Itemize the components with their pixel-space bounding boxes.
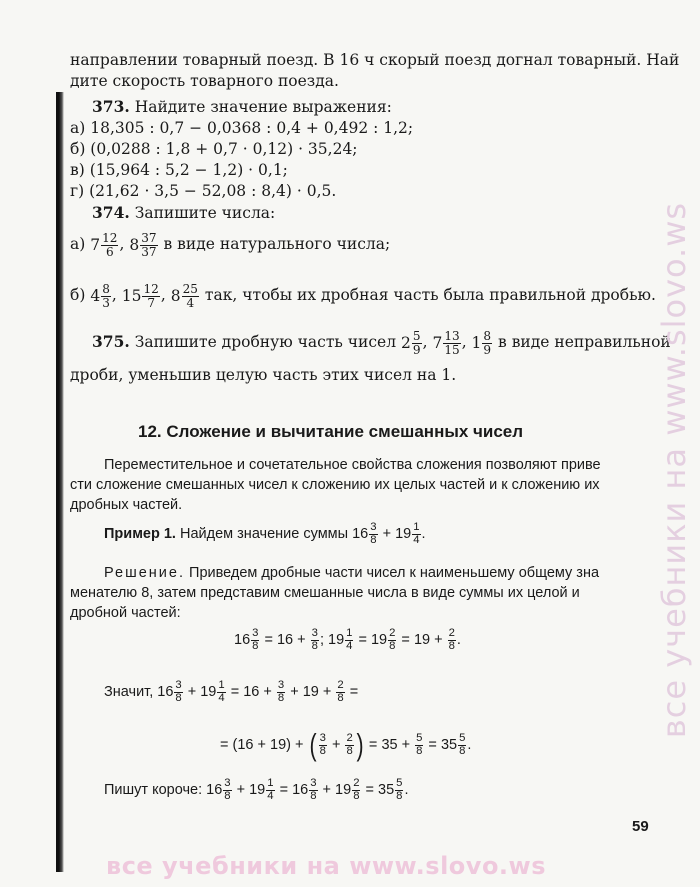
formula-4: Пишут короче: 16 $\frac{3}{8}$ + 19 $\frac{1}{4}$ = 16 $\frac{3}{8}$ + 19 $\frac{2}{8}$ = 35 $\frac{5}{8}$ . (104, 777, 409, 802)
section-title: 12. Сложение и вычитание смешанных чисел (138, 422, 524, 441)
problem-373-heading (92, 97, 392, 117)
problem-title: Найдите значение выражения: (134, 98, 392, 116)
problem-text: в виде неправильной (498, 333, 671, 352)
page-number: 59 (632, 818, 649, 835)
problem-title: Запишите дробную часть чисел (134, 333, 397, 352)
item-label: б) (70, 286, 86, 305)
formula-2: Значит, 16 $\frac{3}{8}$ + 19 $\frac{1}{4}$ = 16 + $\frac{3}{8}$ + 19 + $\frac{2}{8}$ = (104, 679, 359, 704)
example-label: Пример 1. (104, 526, 176, 543)
problem-375-line2: дроби, уменьшив целую часть этих чисел на 1. (70, 366, 457, 384)
solution-line: менателю 8, затем представим смешанные числа в виде суммы их целой и (70, 585, 580, 601)
problem-375: 375. Запишите дробную часть чисел 2 $\frac{5}{9}$ , 7 $\frac{13}{15}$ , 1 $\frac{8}{9}$ в виде неправильной (92, 329, 671, 357)
watermark-vertical: все учебники на www.slovo.ws (655, 201, 693, 739)
mixed-number: 7 $\frac{13}{15}$ (432, 329, 460, 357)
mixed-number: 2 $\frac{5}{9}$ (401, 329, 421, 357)
mixed-number: 16 $\frac{3}{8}$ (352, 521, 377, 546)
mixed-number: 7 $\frac{12}{6}$ (90, 231, 118, 259)
intro-line: дробных частей. (70, 497, 183, 513)
solution-line: дробной частей: (70, 605, 181, 621)
item-text: в виде натурального числа; (163, 235, 391, 254)
example-text: Найдем значение суммы (180, 526, 349, 543)
item-label: а) (70, 235, 86, 254)
text-line: направлении товарный поезд. В 16 ч скорый поезд догнал товарный. Най (70, 51, 680, 69)
scan-edge (56, 92, 64, 872)
watermark-horizontal: все учебники на www.slovo.ws (106, 852, 546, 880)
text-line: дите скорость товарного поезда. (70, 72, 339, 90)
problem-number: 374. (92, 203, 130, 222)
solution-label: Решение. (104, 565, 185, 581)
mixed-number: 4 $\frac{8}{3}$ (90, 282, 110, 310)
solution-line: Решение. Приведем дробные части чисел к наименьшему общему зна (104, 565, 600, 581)
mixed-number: 15 $\frac{12}{7}$ (121, 282, 159, 310)
problem-374-b: б) 4 $\frac{8}{3}$ , 15 $\frac{12}{7}$ , 8 $\frac{25}{4}$ так, чтобы их дробная часть была правильной дробью. (70, 282, 656, 310)
problem-373-b: б) (0,0288 : 1,8 + 0,7 · 0,12) · 35,24; (70, 140, 358, 158)
mixed-number: 1 $\frac{8}{9}$ (471, 329, 492, 357)
mixed-number: 8 $\frac{37}{37}$ (129, 231, 157, 259)
problem-number: 375. (92, 332, 130, 352)
problem-373-d: г) (21,62 · 3,5 − 52,08 : 8,4) · 0,5. (70, 182, 337, 200)
mixed-number: 19 $\frac{1}{4}$ (395, 521, 420, 546)
intro-line: Переместительное и сочетательное свойства сложения позволяют приве (104, 457, 601, 473)
mixed-number: 8 $\frac{25}{4}$ (170, 282, 198, 310)
problem-title: Запишите числа: (134, 204, 276, 222)
problem-374-heading (92, 203, 275, 223)
problem-number: 373. (92, 97, 130, 116)
example-1: Пример 1. Найдем значение суммы 16 $\frac{3}{8}$ + 19 $\frac{1}{4}$ . (104, 521, 426, 546)
formula-1: 16 $\frac{3}{8}$ = 16 + $\frac{3}{8}$ ; 19 $\frac{1}{4}$ = 19 $\frac{2}{8}$ = 19 + $\frac{2}{8}$ . (234, 627, 461, 652)
item-text: так, чтобы их дробная часть была правильной дробью. (204, 286, 656, 305)
problem-374-a: а) 7 $\frac{12}{6}$ , 8 $\frac{37}{37}$ в виде натурального числа; (70, 231, 391, 259)
intro-line: сти сложение смешанных чисел к сложению их целых частей и к сложению их (70, 477, 600, 493)
problem-373-a: а) 18,305 : 0,7 − 0,0368 : 0,4 + 0,492 : 1,2; (70, 119, 414, 137)
formula-3: = (16 + 19) + ( $\frac{3}{8}$ + $\frac{2}{8}$ ) = 35 + $\frac{5}{8}$ = 35 $\frac{5}{8}$ . (220, 728, 472, 762)
problem-373-c: в) (15,964 : 5,2 − 1,2) · 0,1; (70, 161, 288, 179)
